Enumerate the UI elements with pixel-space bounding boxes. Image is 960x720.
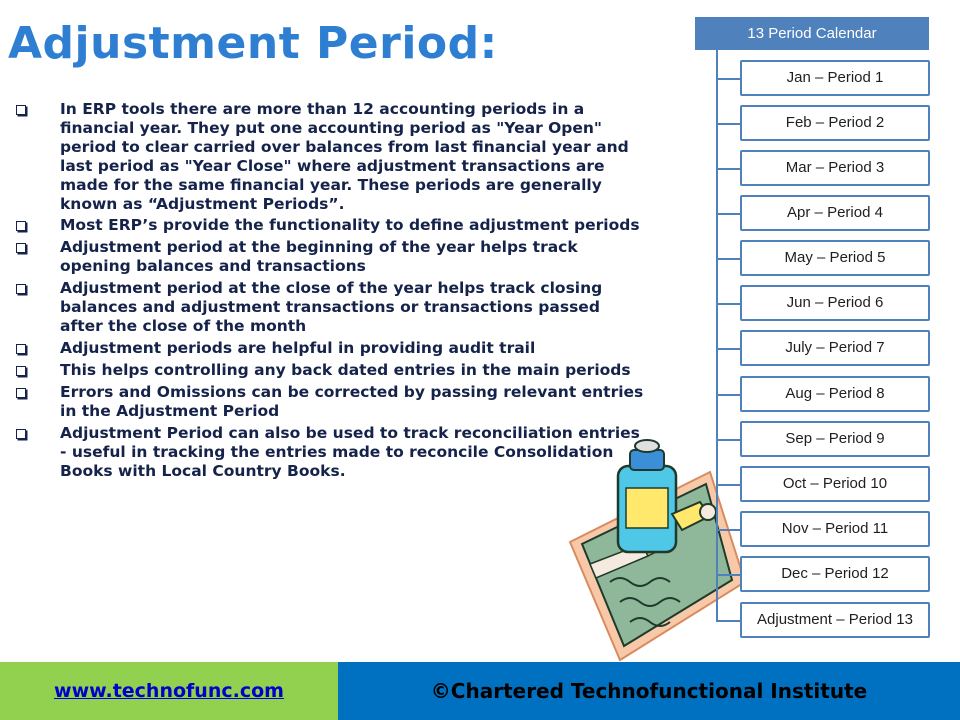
calendar-period-13: Adjustment – Period 13: [740, 602, 930, 638]
calendar-connector-tick: [716, 258, 740, 260]
bullet-text: Adjustment period at the close of the year helps track closing balances and adjustment transactions or transactions passed after the close of the month: [60, 279, 603, 335]
bullet-item: [14, 238, 644, 276]
bullet-item: [14, 383, 644, 421]
checkbox-bullet-icon: [16, 429, 26, 439]
calendar-period-4: Apr – Period 4: [740, 195, 930, 231]
calendar-period-2: Feb – Period 2: [740, 105, 930, 141]
calendar-period-6: Jun – Period 6: [740, 285, 930, 321]
bullet-text: In ERP tools there are more than 12 accounting periods in a financial year. They put one accounting period as "Year Open" period to clear carried over balances from last financial year and last period as "Year Close" where adjustment transactions are made for the same financial year. These periods are generally known as “Adjustment Periods”.: [60, 100, 629, 213]
page-title: Adjustment Period:: [8, 18, 498, 69]
calendar-connector-tick: [716, 213, 740, 215]
checkbox-bullet-icon: [16, 243, 26, 253]
calendar-period-1: Jan – Period 1: [740, 60, 930, 96]
calendar-connector-tick: [716, 348, 740, 350]
bullet-item: [14, 279, 644, 336]
bullet-text: Adjustment period at the beginning of the year helps track opening balances and transactions: [60, 238, 578, 275]
bullet-text: Errors and Omissions can be corrected by passing relevant entries in the Adjustment Period: [60, 383, 644, 420]
checkbox-bullet-icon: [16, 284, 26, 294]
checkbox-bullet-icon: [16, 344, 26, 354]
calendar-connector-tick: [716, 78, 740, 80]
calendar-connector-tick: [716, 123, 740, 125]
bullet-item: [14, 424, 644, 481]
bullet-text: Adjustment periods are helpful in providing audit trail: [60, 339, 536, 357]
calendar-connector-tick: [716, 484, 740, 486]
calendar-connector-tick: [716, 574, 740, 576]
calendar-period-7: July – Period 7: [740, 330, 930, 366]
calendar-connector-line: [716, 50, 718, 622]
calendar-connector-tick: [716, 303, 740, 305]
calendar-connector-tick: [716, 529, 740, 531]
bullet-item: [14, 100, 644, 214]
glue-bottle-clipart: [560, 432, 750, 664]
calendar-connector-tick: [716, 620, 740, 622]
calendar-period-10: Oct – Period 10: [740, 466, 930, 502]
website-link[interactable]: www.technofunc.com: [54, 680, 284, 702]
footer-copyright: ©Chartered Technofunctional Institute: [338, 662, 960, 720]
checkbox-bullet-icon: [16, 221, 26, 231]
calendar-header: 13 Period Calendar: [695, 17, 929, 50]
checkbox-bullet-icon: [16, 366, 26, 376]
bullet-list: [14, 100, 644, 484]
footer-website-bar: [0, 662, 338, 720]
calendar-period-3: Mar – Period 3: [740, 150, 930, 186]
checkbox-bullet-icon: [16, 388, 26, 398]
checkbox-bullet-icon: [16, 105, 26, 115]
calendar-period-5: May – Period 5: [740, 240, 930, 276]
bullet-text: Most ERP’s provide the functionality to define adjustment periods: [60, 216, 640, 234]
calendar-period-9: Sep – Period 9: [740, 421, 930, 457]
bullet-text: This helps controlling any back dated entries in the main periods: [60, 361, 631, 379]
calendar-connector-tick: [716, 394, 740, 396]
calendar-period-11: Nov – Period 11: [740, 511, 930, 547]
calendar-period-12: Dec – Period 12: [740, 556, 930, 592]
bullet-text: Adjustment Period can also be used to track reconciliation entries - useful in tracking the entries made to reconcile Consolidation Books with Local Country Books.: [60, 424, 640, 480]
bullet-item: [14, 216, 644, 235]
calendar-connector-tick: [716, 439, 740, 441]
calendar-connector-tick: [716, 168, 740, 170]
bullet-item: [14, 361, 644, 380]
calendar-period-8: Aug – Period 8: [740, 376, 930, 412]
bullet-item: [14, 339, 644, 358]
